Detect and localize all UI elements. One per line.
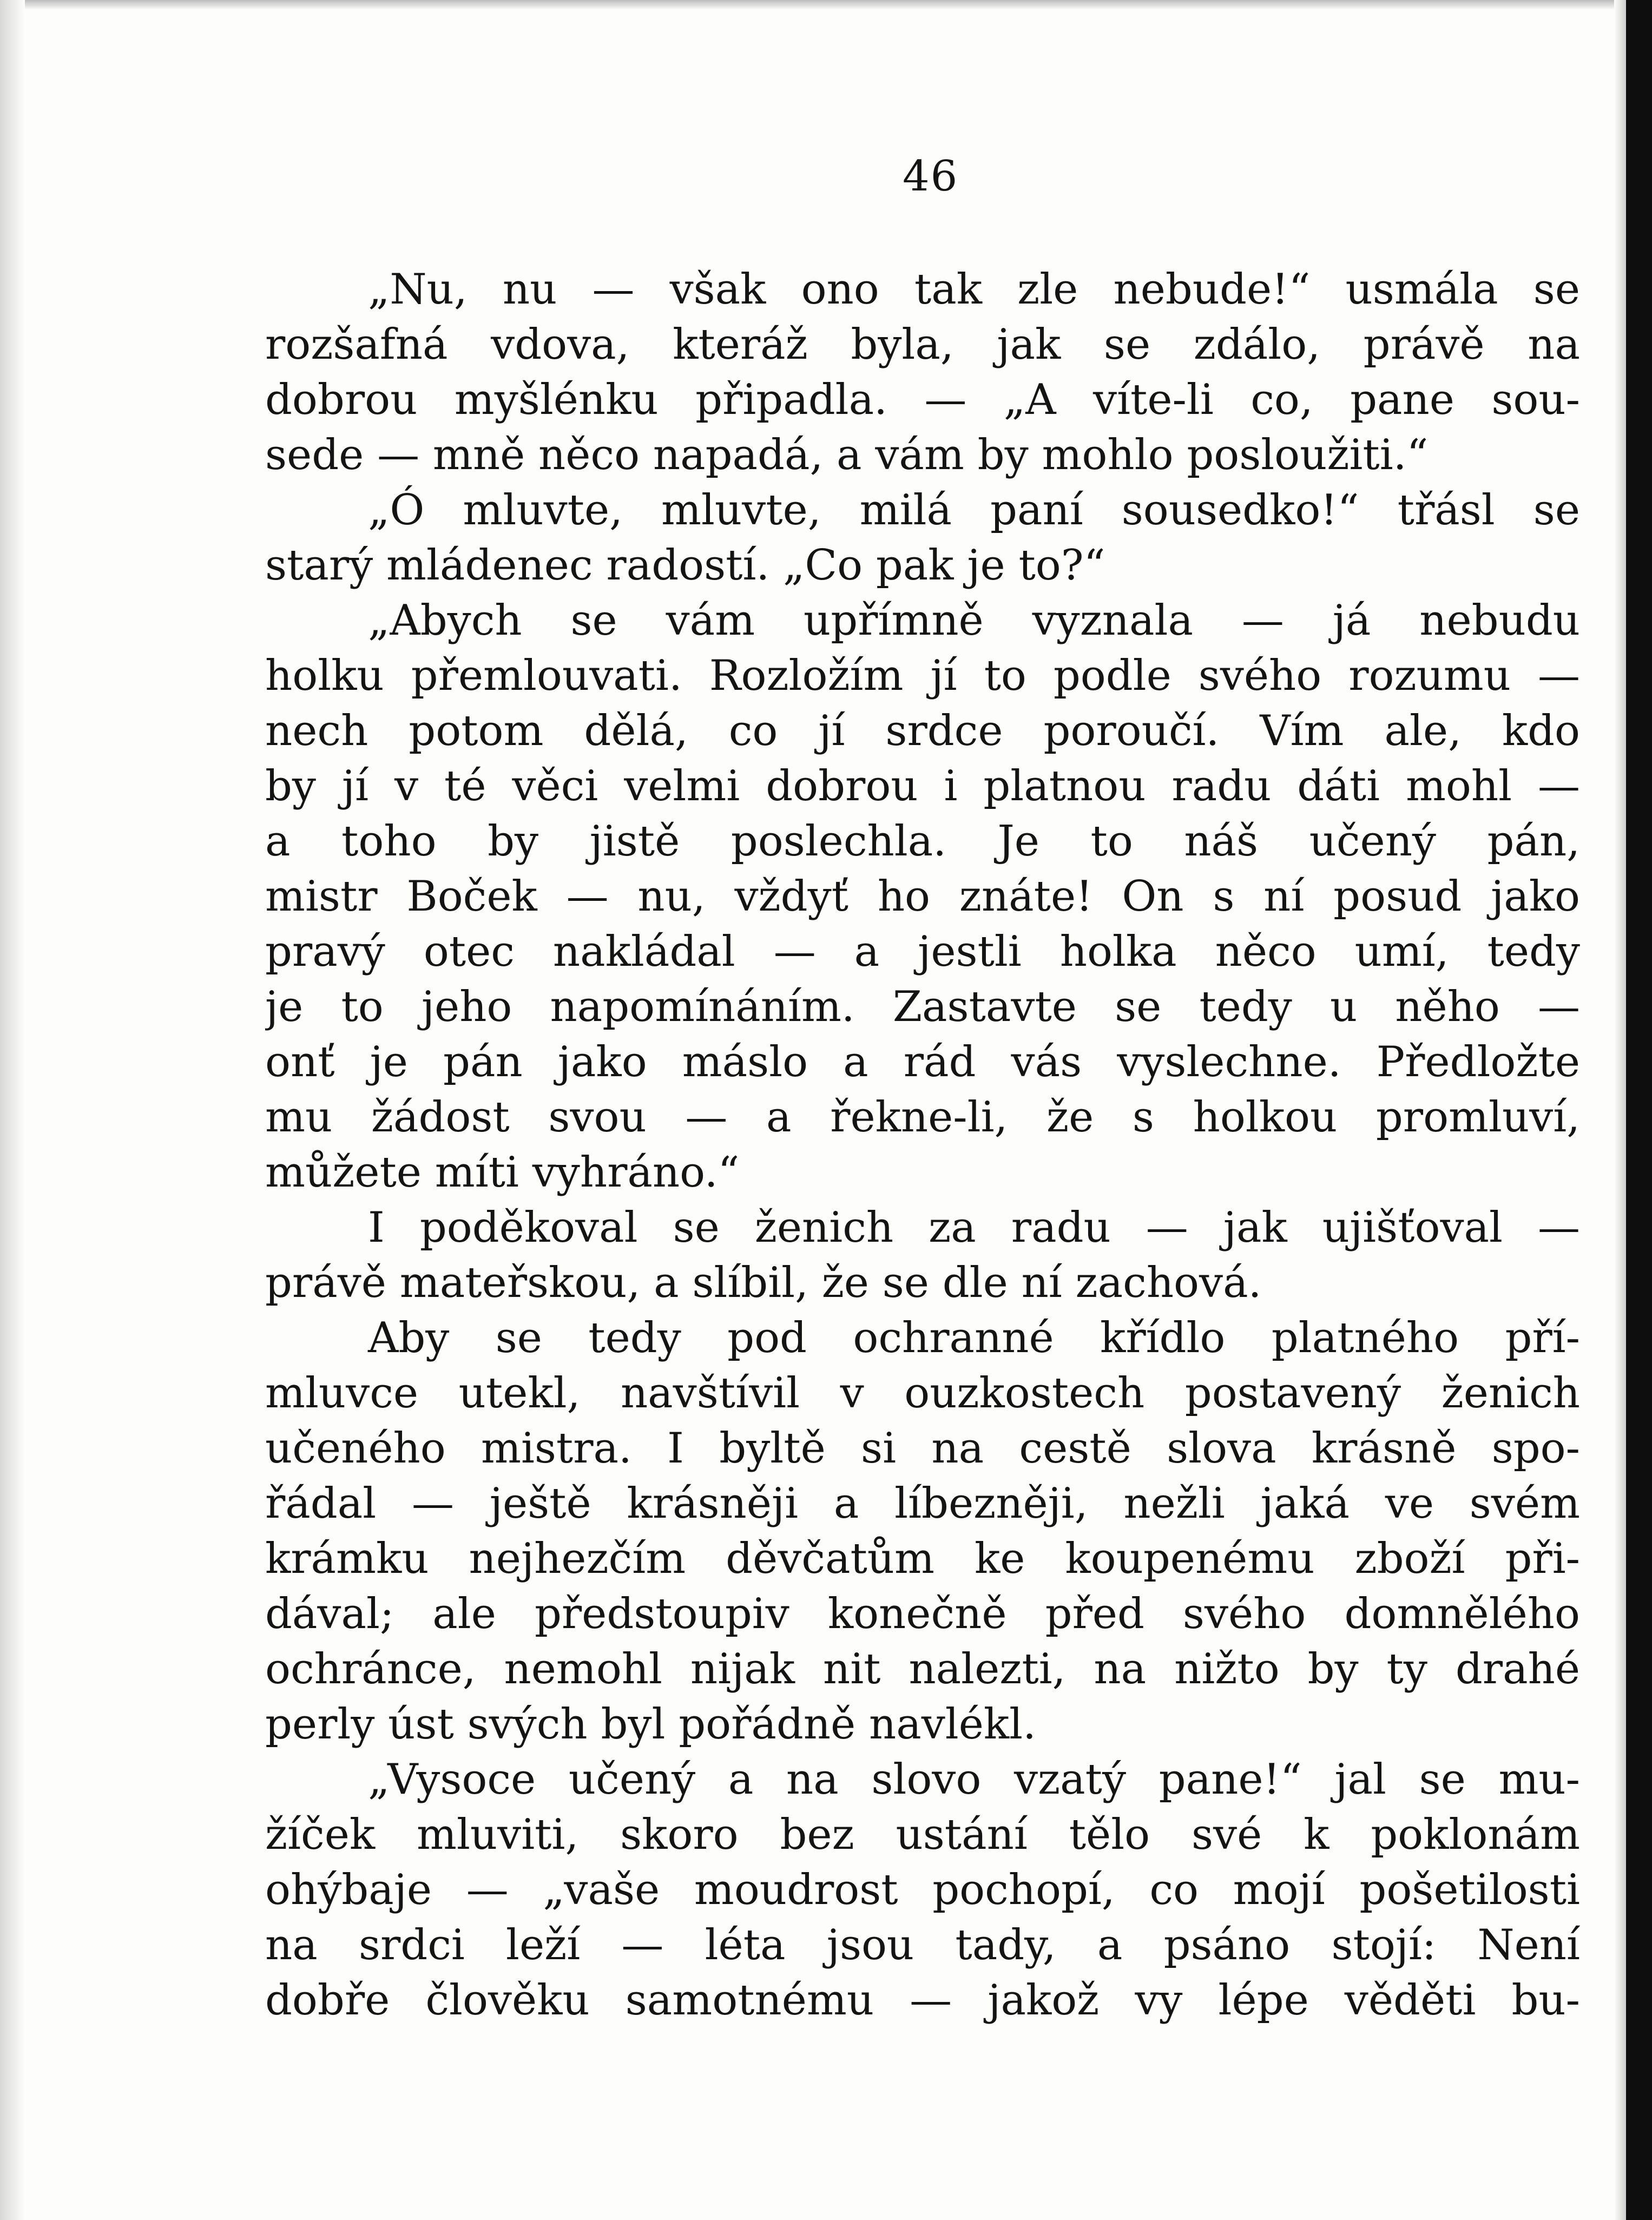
text-line: „Ó mluvte, mluvte, milá paní sousedko!“ třásl se: [368, 486, 1580, 535]
text-line: krámku nejhezčím děvčatům ke koupenému zboží při-: [265, 1534, 1580, 1583]
text-line: mistr Boček — nu, vždyť ho znáte! On s ní posud jako: [265, 872, 1580, 921]
text-line: žíček mluviti, skoro bez ustání tělo své k poklonám: [265, 1810, 1580, 1859]
text-line: „Vysoce učený a na slovo vzatý pane!“ jal se mu-: [368, 1755, 1580, 1804]
text-line: dával; ale předstoupiv konečně před svého domnělého: [265, 1590, 1580, 1638]
text-line: sede — mně něco napadá, a vám by mohlo posloužiti.“: [265, 431, 1429, 479]
text-line: právě mateřskou, a slíbil, že se dle ní zachová.: [265, 1259, 1262, 1307]
text-line: mluvce utekl, navštívil v ouzkostech postavený ženich: [265, 1369, 1580, 1418]
text-line: je to jeho napomínáním. Zastavte se tedy u něho —: [265, 983, 1580, 1031]
text-line: I poděkoval se ženich za radu — jak ujišťoval —: [368, 1203, 1580, 1252]
text-line: ohýbaje — „vaše moudrost pochopí, co mojí pošetilosti: [265, 1866, 1580, 1914]
text-line: ochránce, nemohl nijak nit nalezti, na nižto by ty drahé: [265, 1645, 1580, 1694]
body-text: [265, 262, 1580, 2028]
text-line: nech potom dělá, co jí srdce poroučí. Vím ale, kdo: [265, 707, 1580, 755]
text-line: řádal — ještě krásněji a líbezněji, nežli jaká ve svém: [265, 1479, 1580, 1528]
text-line: na srdci leží — léta jsou tady, a psáno stojí: Není: [265, 1921, 1580, 1969]
text-line: „Abych se vám upřímně vyznala — já nebudu: [368, 596, 1580, 645]
text-line: Aby se tedy pod ochranné křídlo platného pří-: [368, 1314, 1580, 1362]
text-line: pravý otec nakládal — a jestli holka něco umí, tedy: [265, 927, 1580, 976]
text-line: holku přemlouvati. Rozložím jí to podle svého rozumu —: [265, 651, 1580, 700]
text-line: učeného mistra. I byltě si na cestě slova krásně spo-: [265, 1424, 1580, 1473]
text-line: mu žádost svou — a řekne-li, že s holkou promluví,: [265, 1093, 1580, 1142]
text-line: onť je pán jako máslo a rád vás vyslechne. Předložte: [265, 1038, 1580, 1086]
text-line: starý mládenec radostí. „Co pak je to?“: [265, 541, 1105, 590]
text-line: rozšafná vdova, kteráž byla, jak se zdálo, právě na: [265, 320, 1580, 369]
text-line: dobrou myšlénku připadla. — „A víte-li co, pane sou-: [265, 376, 1580, 424]
page-right-border: [1626, 0, 1652, 2220]
text-line: můžete míti vyhráno.“: [265, 1148, 740, 1197]
page-right-shadow: [1614, 0, 1626, 2220]
text-line: perly úst svých byl pořádně navlékl.: [265, 1700, 1036, 1749]
text-line: a toho by jistě poslechla. Je to náš učený pán,: [265, 817, 1580, 866]
text-line: by jí v té věci velmi dobrou i platnou radu dáti mohl —: [265, 762, 1580, 811]
page-left-shadow: [0, 0, 25, 2220]
text-line: „Nu, nu — však ono tak zle nebude!“ usmála se: [368, 265, 1580, 314]
text-line: dobře člověku samotnému — jakož vy lépe věděti bu-: [265, 1976, 1580, 2025]
page-number: 46: [903, 152, 959, 201]
page-top-shadow: [0, 0, 1652, 10]
